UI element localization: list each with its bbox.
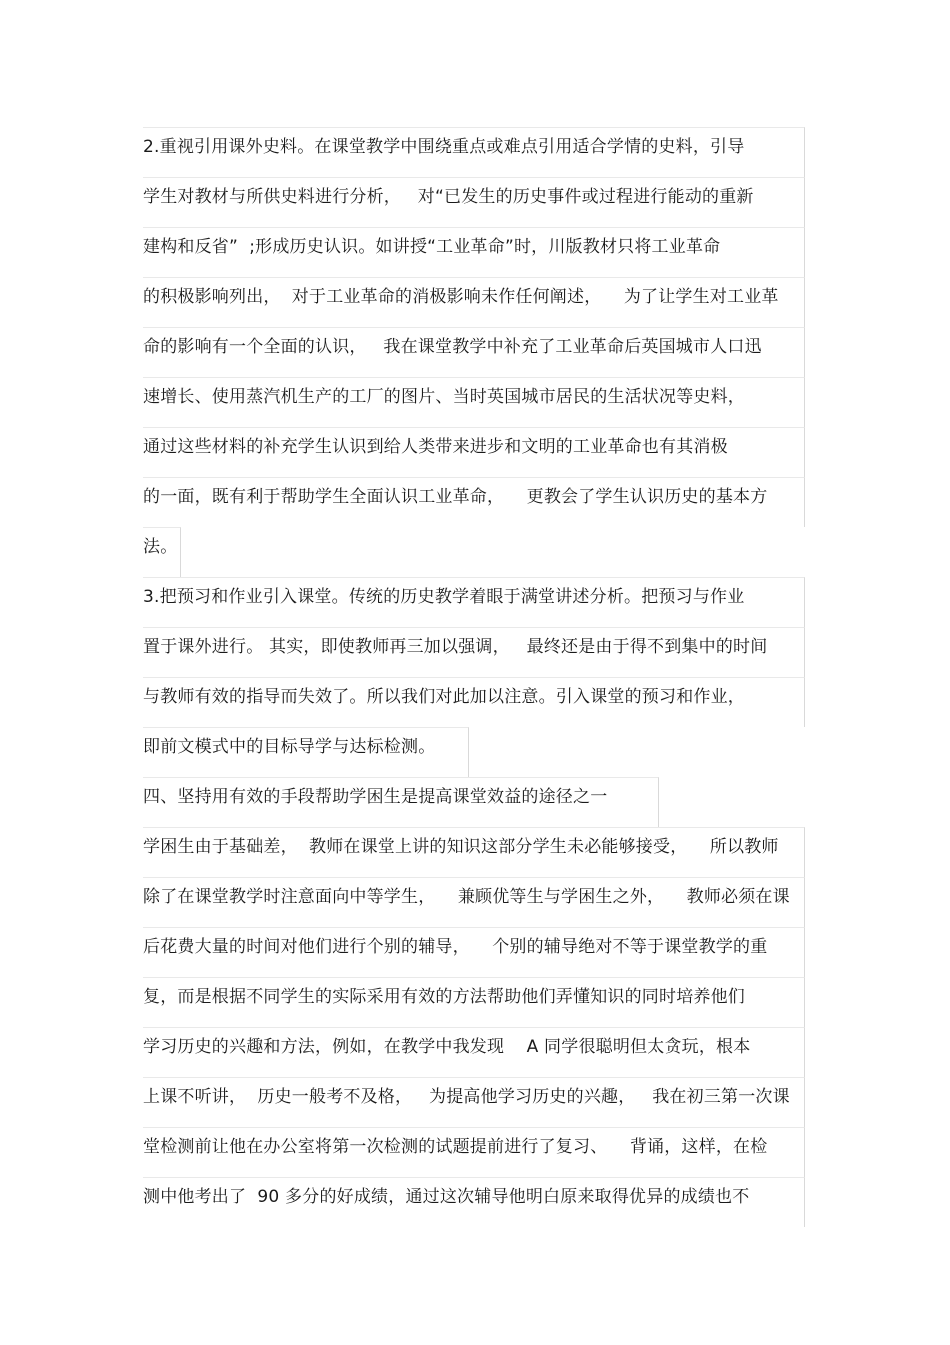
text-line: 法。	[143, 527, 181, 577]
text-line: 命的影响有一个全面的认识， 我在课堂教学中补充了工业革命后英国城市人口迅	[143, 327, 805, 377]
text-line: 建构和反省” ;形成历史认识。如讲授“工业革命”时，川版教材只将工业革命	[143, 227, 805, 277]
section-heading-line: 3.把预习和作业引入课堂。传统的历史教学着眼于满堂讲述分析。把预习与作业	[143, 577, 805, 627]
text-line: 学困生由于基础差， 教师在课堂上讲的知识这部分学生未必能够接受， 所以教师	[143, 827, 805, 877]
text-line: 置于课外进行。 其实，即使教师再三加以强调， 最终还是由于得不到集中的时间	[143, 627, 805, 677]
text-line: 的积极影响列出， 对于工业革命的消极影响未作任何阐述， 为了让学生对工业革	[143, 277, 805, 327]
text-line: 后花费大量的时间对他们进行个别的辅导， 个别的辅导绝对不等于课堂教学的重	[143, 927, 805, 977]
text-line: 2.重视引用课外史料。在课堂教学中围绕重点或难点引用适合学情的史料，引导	[143, 127, 805, 177]
text-line: 的一面，既有利于帮助学生全面认识工业革命， 更教会了学生认识历史的基本方	[143, 477, 805, 527]
text-line: 除了在课堂教学时注意面向中等学生， 兼顾优等生与学困生之外， 教师必须在课	[143, 877, 805, 927]
text-line: 上课不听讲， 历史一般考不及格， 为提高他学习历史的兴趣， 我在初三第一次课	[143, 1077, 805, 1127]
text-line: 即前文模式中的目标导学与达标检测。	[143, 727, 469, 777]
text-line: 测中他考出了 90 多分的好成绩，通过这次辅导他明白原来取得优异的成绩也不	[143, 1177, 805, 1227]
text-line: 堂检测前让他在办公室将第一次检测的试题提前进行了复习、 背诵，这样，在检	[143, 1127, 805, 1177]
text-line: 学生对教材与所供史料进行分析， 对“已发生的历史事件或过程进行能动的重新	[143, 177, 805, 227]
text-line: 学习历史的兴趣和方法，例如，在教学中我发现 A 同学很聪明但太贪玩，根本	[143, 1027, 805, 1077]
section-title: 四、坚持用有效的手段帮助学困生是提高课堂效益的途径之一	[143, 777, 659, 827]
text-line: 速增长、使用蒸汽机生产的工厂的图片、当时英国城市居民的生活状况等史料，	[143, 377, 805, 427]
text-line: 与教师有效的指导而失效了。所以我们对此加以注意。引入课堂的预习和作业，	[143, 677, 805, 727]
text-line: 复，而是根据不同学生的实际采用有效的方法帮助他们弄懂知识的同时培养他们	[143, 977, 805, 1027]
text-line: 通过这些材料的补充学生认识到给人类带来进步和文明的工业革命也有其消极	[143, 427, 805, 477]
